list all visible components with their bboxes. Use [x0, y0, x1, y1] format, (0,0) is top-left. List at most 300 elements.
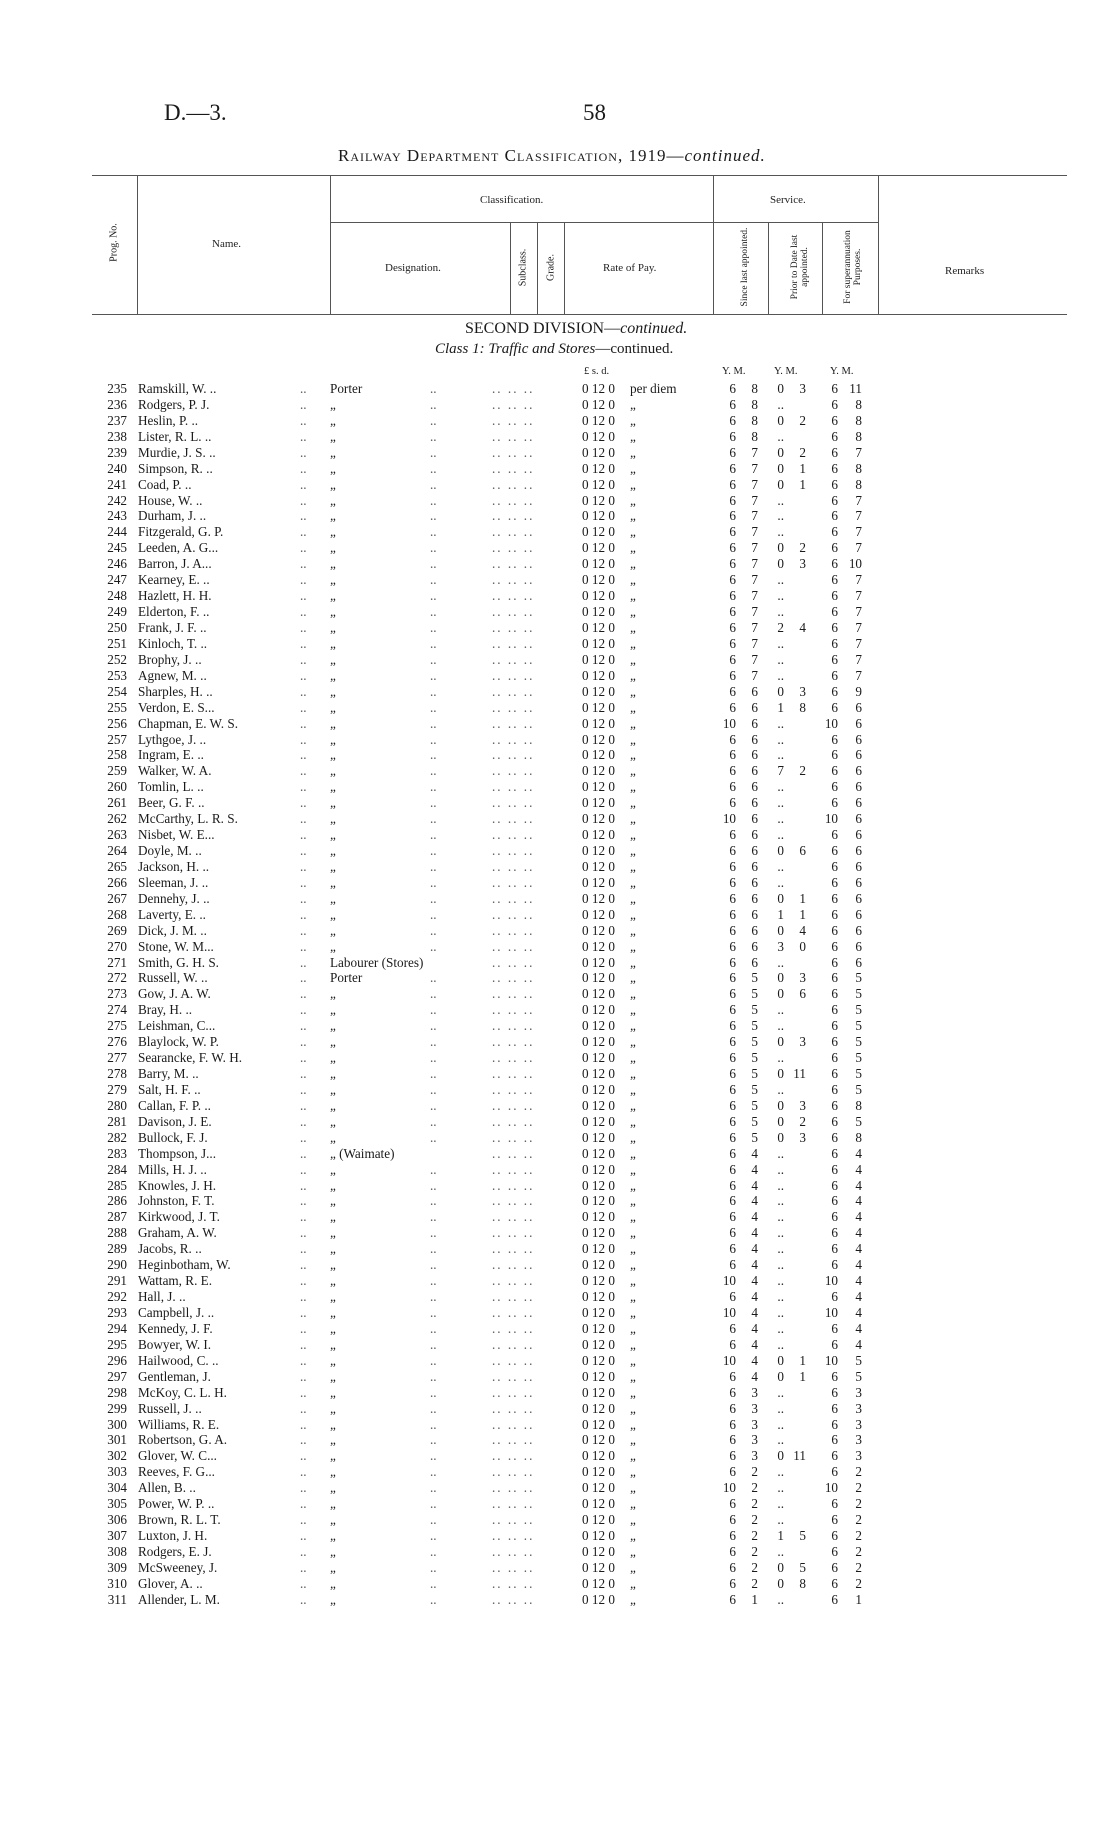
leader-dots: ..	[300, 1129, 307, 1145]
table-row	[0, 1512, 1114, 1528]
designation: „	[330, 874, 336, 890]
prior-years: ..	[777, 715, 784, 731]
designation: „	[330, 1225, 336, 1241]
rate-of-pay: 0 12 0	[582, 1257, 615, 1273]
employee-name: Mills, H. J. ..	[138, 1161, 207, 1177]
leader-dots: .. .. ..	[492, 1066, 535, 1081]
prior-years: ..	[777, 492, 784, 508]
super-months: 3	[855, 1384, 862, 1400]
since-last-months: 4	[751, 1352, 758, 1368]
rate-of-pay: 0 12 0	[582, 1289, 615, 1304]
super-years: 6	[831, 667, 838, 683]
pay-period: „	[630, 1320, 636, 1336]
prior-years: 0	[777, 683, 784, 699]
leader-dots: .. .. ..	[492, 1400, 535, 1416]
designation: „	[330, 1575, 336, 1591]
leader-dots: ..	[430, 922, 437, 938]
prior-years: 0	[777, 1575, 784, 1591]
prior-months: 3	[799, 970, 806, 986]
prior-years: 0	[777, 922, 784, 938]
prog-number: 301	[107, 1432, 127, 1448]
since-last-years: 6	[729, 588, 736, 604]
leader-dots: ..	[430, 524, 437, 540]
leader-dots: .. .. ..	[492, 651, 535, 667]
rate-of-pay: 0 12 0	[582, 683, 615, 699]
super-years: 6	[831, 1512, 838, 1527]
prior-years: ..	[777, 795, 784, 811]
leader-dots: ..	[300, 1002, 307, 1018]
prior-months: 8	[799, 1575, 806, 1591]
since-last-months: 6	[751, 747, 758, 763]
rate-of-pay: 0 12 0	[582, 922, 615, 938]
rate-of-pay: 0 12 0	[582, 843, 615, 858]
leader-dots: ..	[300, 779, 307, 795]
designation: „	[330, 1193, 336, 1209]
prog-number: 278	[107, 1066, 127, 1081]
table-row	[0, 986, 1114, 1002]
leader-dots: ..	[430, 1066, 437, 1081]
super-months: 5	[855, 1050, 862, 1066]
super-years: 6	[831, 938, 838, 954]
leader-dots: ..	[300, 843, 307, 858]
table-row	[0, 1576, 1114, 1592]
prior-years: 0	[777, 1368, 784, 1384]
leader-dots: .. .. ..	[492, 906, 535, 922]
col-rule-2	[330, 175, 331, 314]
leader-dots: ..	[300, 1097, 307, 1113]
designation: „	[330, 1050, 336, 1066]
table-row	[0, 1528, 1114, 1544]
prior-years: 0	[777, 1097, 784, 1113]
since-last-years: 6	[729, 476, 736, 492]
designation: „	[330, 428, 336, 444]
since-last-months: 7	[751, 556, 758, 572]
pay-period: „	[630, 1512, 636, 1527]
leader-dots: .. .. ..	[492, 1050, 535, 1066]
super-months: 5	[855, 1352, 862, 1368]
leader-dots: ..	[300, 1591, 307, 1607]
employee-name: Dennehy, J. ..	[138, 890, 210, 906]
rate-of-pay: 0 12 0	[582, 1225, 615, 1241]
super-years: 6	[831, 1400, 838, 1416]
leader-dots: .. .. ..	[492, 763, 535, 779]
table-row	[0, 716, 1114, 732]
table-row	[0, 1369, 1114, 1385]
since-last-months: 2	[751, 1559, 758, 1575]
prog-number: 290	[107, 1257, 127, 1273]
table-row	[0, 1385, 1114, 1401]
leader-dots: ..	[300, 986, 307, 1002]
rate-of-pay: 0 12 0	[582, 1177, 615, 1193]
super-years: 6	[831, 858, 838, 874]
since-last-months: 8	[751, 396, 758, 412]
prior-years: ..	[777, 954, 784, 970]
prog-number: 275	[107, 1018, 127, 1034]
leader-dots: ..	[430, 1289, 437, 1304]
super-months: 4	[855, 1177, 862, 1193]
pay-period: „	[630, 1528, 636, 1543]
super-years: 6	[831, 1432, 838, 1448]
super-months: 4	[855, 1336, 862, 1352]
since-last-months: 7	[751, 524, 758, 540]
super-years: 6	[831, 954, 838, 970]
super-years: 6	[831, 1416, 838, 1432]
since-last-years: 6	[729, 508, 736, 524]
rate-of-pay: 0 12 0	[582, 412, 615, 428]
leader-dots: ..	[300, 1225, 307, 1241]
leader-dots: ..	[430, 1496, 437, 1512]
pay-period: „	[630, 1432, 636, 1448]
pay-period: „	[630, 492, 636, 508]
rate-of-pay: 0 12 0	[582, 444, 615, 460]
super-years: 6	[831, 396, 838, 412]
designation: „	[330, 922, 336, 938]
leader-dots: ..	[430, 890, 437, 906]
prog-number: 302	[107, 1448, 127, 1464]
leader-dots: ..	[300, 492, 307, 508]
table-row	[0, 1480, 1114, 1496]
since-last-months: 4	[751, 1161, 758, 1177]
leader-dots: ..	[430, 747, 437, 763]
since-last-months: 3	[751, 1448, 758, 1464]
super-months: 4	[855, 1304, 862, 1320]
rate-of-pay: 0 12 0	[582, 381, 615, 396]
leader-dots: ..	[430, 1050, 437, 1066]
super-years: 6	[831, 588, 838, 604]
since-last-years: 6	[729, 1129, 736, 1145]
employee-name: Davison, J. E.	[138, 1113, 212, 1129]
prior-months: 3	[799, 1034, 806, 1050]
since-last-years: 6	[729, 524, 736, 540]
prior-months: 5	[799, 1528, 806, 1543]
since-last-years: 6	[729, 731, 736, 747]
col-rule-6	[713, 175, 714, 314]
leader-dots: ..	[430, 763, 437, 779]
employee-name: Rodgers, P. J.	[138, 396, 210, 412]
since-last-months: 4	[751, 1257, 758, 1273]
employee-name: Elderton, F. ..	[138, 604, 210, 619]
leader-dots: ..	[430, 635, 437, 651]
header-name: Name.	[212, 238, 242, 250]
since-last-years: 6	[729, 970, 736, 986]
leader-dots: ..	[300, 858, 307, 874]
since-last-months: 2	[751, 1512, 758, 1527]
leader-dots: .. .. ..	[492, 1304, 535, 1320]
super-years: 6	[831, 1336, 838, 1352]
prog-number: 274	[107, 1002, 127, 1018]
leader-dots: ..	[430, 1448, 437, 1464]
since-last-years: 6	[729, 381, 736, 396]
leader-dots: .. .. ..	[492, 954, 535, 970]
employee-name: McSweeney, J.	[138, 1559, 218, 1575]
employee-name: Blaylock, W. P.	[138, 1034, 219, 1050]
leader-dots: .. .. ..	[492, 1575, 535, 1591]
header-rate-of-pay: Rate of Pay.	[603, 262, 657, 274]
since-last-months: 6	[751, 779, 758, 795]
pay-period: „	[630, 508, 636, 524]
table-row	[0, 588, 1114, 604]
super-months: 5	[855, 1113, 862, 1129]
table-row	[0, 540, 1114, 556]
rate-of-pay: 0 12 0	[582, 1512, 615, 1527]
prior-years: 0	[777, 476, 784, 492]
document-code: D.—3.	[164, 100, 227, 125]
since-last-months: 5	[751, 1018, 758, 1034]
leader-dots: ..	[300, 588, 307, 604]
since-last-months: 4	[751, 1368, 758, 1384]
pay-period: „	[630, 1480, 636, 1496]
class-continued: —continued.	[595, 341, 674, 357]
prog-number: 282	[107, 1129, 127, 1145]
super-years: 6	[831, 460, 838, 476]
since-last-months: 6	[751, 763, 758, 779]
since-last-months: 2	[751, 1528, 758, 1543]
prog-number: 246	[107, 556, 127, 572]
pay-period: „	[630, 667, 636, 683]
prog-number: 305	[107, 1496, 127, 1512]
employee-name: Luxton, J. H.	[138, 1528, 208, 1543]
table-row	[0, 461, 1114, 477]
designation: „	[330, 1018, 336, 1034]
since-last-years: 6	[729, 938, 736, 954]
prog-number: 267	[107, 890, 127, 906]
leader-dots: .. .. ..	[492, 381, 535, 396]
super-months: 8	[855, 460, 862, 476]
prior-months: 1	[799, 476, 806, 492]
since-last-years: 6	[729, 1034, 736, 1050]
prog-number: 257	[107, 731, 127, 747]
rate-of-pay: 0 12 0	[582, 1241, 615, 1257]
leader-dots: ..	[430, 1384, 437, 1400]
super-years: 6	[831, 1002, 838, 1018]
super-months: 7	[855, 444, 862, 460]
employee-name: Power, W. P. ..	[138, 1496, 215, 1512]
leader-dots: ..	[300, 1193, 307, 1209]
designation: „	[330, 1081, 336, 1097]
leader-dots: ..	[430, 811, 437, 827]
super-years: 6	[831, 1145, 838, 1161]
rate-of-pay: 0 12 0	[582, 604, 615, 619]
employee-name: Murdie, J. S. ..	[138, 444, 216, 460]
since-last-months: 6	[751, 683, 758, 699]
leader-dots: ..	[300, 444, 307, 460]
pay-period: „	[630, 970, 636, 986]
employee-name: Sharples, H. ..	[138, 683, 213, 699]
designation: „	[330, 1177, 336, 1193]
leader-dots: ..	[430, 1591, 437, 1607]
designation: „	[330, 524, 336, 540]
leader-dots: .. .. ..	[492, 1368, 535, 1384]
leader-dots: ..	[430, 874, 437, 890]
leader-dots: ..	[430, 588, 437, 604]
since-last-years: 6	[729, 1002, 736, 1018]
super-months: 4	[855, 1161, 862, 1177]
super-months: 2	[855, 1512, 862, 1527]
super-months: 3	[855, 1432, 862, 1448]
since-last-months: 2	[751, 1496, 758, 1512]
super-years: 6	[831, 1384, 838, 1400]
rate-of-pay: 0 12 0	[582, 731, 615, 747]
table-row	[0, 1321, 1114, 1337]
rate-of-pay: 0 12 0	[582, 651, 615, 667]
table-row	[0, 508, 1114, 524]
leader-dots: .. .. ..	[492, 858, 535, 874]
leader-dots: ..	[430, 715, 437, 731]
leader-dots: ..	[430, 1400, 437, 1416]
pay-period: „	[630, 1161, 636, 1177]
designation: „	[330, 683, 336, 699]
leader-dots: ..	[430, 476, 437, 492]
employee-name: McKoy, C. L. H.	[138, 1384, 227, 1400]
prior-years: ..	[777, 874, 784, 890]
since-last-months: 6	[751, 811, 758, 827]
since-last-years: 6	[729, 1145, 736, 1161]
pay-period: „	[630, 1241, 636, 1257]
table-row	[0, 1592, 1114, 1608]
employee-name: Chapman, E. W. S.	[138, 715, 239, 731]
super-months: 7	[855, 524, 862, 540]
super-years: 6	[831, 1161, 838, 1177]
since-last-months: 1	[751, 1591, 758, 1607]
employee-name: Robertson, G. A.	[138, 1432, 228, 1448]
super-months: 9	[855, 683, 862, 699]
prior-years: ..	[777, 1193, 784, 1209]
prog-number: 309	[107, 1559, 127, 1575]
since-last-months: 7	[751, 460, 758, 476]
table-row	[0, 636, 1114, 652]
since-last-years: 6	[729, 1400, 736, 1416]
leader-dots: ..	[300, 1304, 307, 1320]
designation: „	[330, 906, 336, 922]
prior-years: ..	[777, 572, 784, 588]
prog-number: 261	[107, 795, 127, 811]
designation: Porter	[330, 381, 363, 396]
table-row	[0, 779, 1114, 795]
since-last-months: 4	[751, 1320, 758, 1336]
since-last-months: 7	[751, 651, 758, 667]
designation: „ (Waimate)	[330, 1145, 395, 1161]
leader-dots: ..	[300, 412, 307, 428]
pay-period: „	[630, 1002, 636, 1018]
employee-name: Hazlett, H. H.	[138, 588, 212, 604]
employee-name: Dick, J. M. ..	[138, 922, 207, 938]
prior-years: 0	[777, 890, 784, 906]
rate-of-pay: 0 12 0	[582, 476, 615, 492]
employee-name: Searancke, F. W. H.	[138, 1050, 243, 1066]
rate-of-pay: 0 12 0	[582, 1320, 615, 1336]
prior-months: 3	[799, 556, 806, 572]
designation: „	[330, 1320, 336, 1336]
super-months: 1	[855, 1591, 862, 1607]
leader-dots: ..	[430, 556, 437, 572]
pay-period: „	[630, 1018, 636, 1034]
pay-period: „	[630, 1097, 636, 1113]
leader-dots: ..	[300, 683, 307, 699]
leader-dots: ..	[300, 1352, 307, 1368]
super-months: 6	[855, 906, 862, 922]
designation: „	[330, 588, 336, 604]
since-last-months: 7	[751, 444, 758, 460]
since-last-months: 3	[751, 1384, 758, 1400]
since-last-months: 5	[751, 986, 758, 1002]
header-superannuation: For superannuation Purposes.	[843, 230, 863, 304]
table-row	[0, 795, 1114, 811]
employee-name: Russell, W. ..	[138, 970, 208, 986]
super-years: 6	[831, 1241, 838, 1257]
col-rule-8	[822, 222, 823, 314]
pay-period: „	[630, 811, 636, 827]
since-last-months: 3	[751, 1400, 758, 1416]
pay-period: „	[630, 460, 636, 476]
super-years: 6	[831, 763, 838, 779]
since-last-years: 6	[729, 779, 736, 795]
super-months: 5	[855, 1034, 862, 1050]
rate-of-pay: 0 12 0	[582, 396, 615, 412]
pay-period: „	[630, 635, 636, 651]
super-years: 6	[831, 1066, 838, 1081]
prior-years: 0	[777, 540, 784, 556]
prior-years: ..	[777, 1336, 784, 1352]
super-months: 4	[855, 1225, 862, 1241]
prior-months: 2	[799, 540, 806, 556]
pay-period: „	[630, 1257, 636, 1273]
prior-years: ..	[777, 1273, 784, 1289]
table-row	[0, 1464, 1114, 1480]
header-bottom-rule	[92, 314, 1067, 315]
header-prior-to: Prior to Date last appointed.	[790, 234, 810, 300]
leader-dots: .. .. ..	[492, 1002, 535, 1018]
leader-dots: ..	[300, 731, 307, 747]
prior-months: 1	[799, 1368, 806, 1384]
designation: „	[330, 476, 336, 492]
pay-period: „	[630, 858, 636, 874]
leader-dots: ..	[430, 1129, 437, 1145]
since-last-years: 6	[729, 1097, 736, 1113]
pay-period: „	[630, 715, 636, 731]
rate-of-pay: 0 12 0	[582, 1273, 615, 1289]
prog-number: 249	[107, 604, 127, 619]
super-months: 8	[855, 1097, 862, 1113]
leader-dots: ..	[430, 970, 437, 986]
designation: „	[330, 492, 336, 508]
prior-years: 1	[777, 1528, 784, 1543]
employee-name: Glover, W. C...	[138, 1448, 217, 1464]
prior-years: ..	[777, 1512, 784, 1527]
prog-number: 283	[107, 1145, 127, 1161]
leader-dots: .. .. ..	[492, 412, 535, 428]
leader-dots: ..	[300, 381, 307, 396]
since-last-months: 7	[751, 620, 758, 635]
super-years: 6	[831, 1097, 838, 1113]
designation: „	[330, 1591, 336, 1607]
super-months: 2	[855, 1464, 862, 1480]
table-row	[0, 1241, 1114, 1257]
super-months: 7	[855, 492, 862, 508]
leader-dots: .. .. ..	[492, 747, 535, 763]
leader-dots: .. .. ..	[492, 1352, 535, 1368]
super-months: 6	[855, 763, 862, 779]
leader-dots: ..	[300, 1273, 307, 1289]
leader-dots: .. .. ..	[492, 699, 535, 715]
prior-units: Y. M.	[774, 366, 798, 377]
since-last-years: 6	[729, 1384, 736, 1400]
prior-years: ..	[777, 1161, 784, 1177]
pay-period: „	[630, 1113, 636, 1129]
leader-dots: ..	[430, 1528, 437, 1543]
leader-dots: ..	[300, 1081, 307, 1097]
prog-number: 248	[107, 588, 127, 604]
leader-dots: ..	[300, 396, 307, 412]
